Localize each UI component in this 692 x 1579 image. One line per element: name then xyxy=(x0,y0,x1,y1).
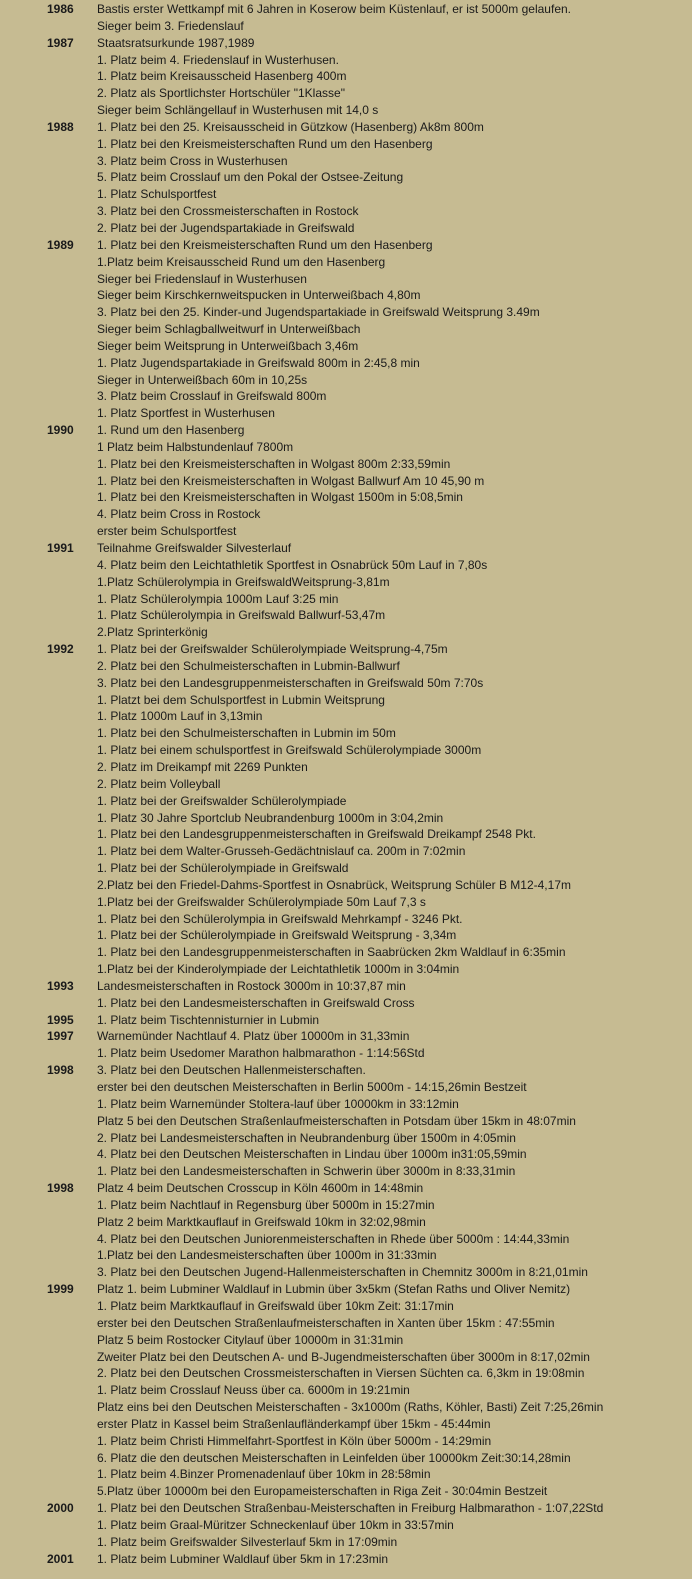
result-row xyxy=(0,1534,692,1551)
result-row xyxy=(0,254,692,271)
result-year xyxy=(0,607,97,624)
result-text: Warnemünder Nachtlauf 4. Platz über 10000m in 31,33min xyxy=(97,1029,410,1044)
result-row xyxy=(0,372,692,389)
result-row xyxy=(0,1113,692,1130)
result-text: 1. Platz Sportfest in Wusterhusen xyxy=(97,406,275,421)
result-year xyxy=(0,1079,97,1096)
result-text: 1. Platz beim Tischtennisturnier in Lubmin xyxy=(97,1012,320,1027)
result-row xyxy=(0,1163,692,1180)
result-text: 1.Platz bei der Kinderolympiade der Leichtathletik 1000m in 3:04min xyxy=(97,962,460,977)
result-year: 1998 xyxy=(47,1181,74,1196)
result-row xyxy=(0,1365,692,1382)
result-text: 1. Platz bei den 25. Kreisausscheid in Gützkow (Hasenberg) Ak8m 800m xyxy=(97,119,484,134)
result-row xyxy=(0,1,692,18)
result-text: 1. Platz Schülerolympia 1000m Lauf 3:25 min xyxy=(97,591,339,606)
result-row xyxy=(0,540,692,557)
result-text: 3. Platz bei den Crossmeisterschaften in Rostock xyxy=(97,204,359,219)
result-row xyxy=(0,995,692,1012)
result-text: 2.Platz bei den Friedel-Dahms-Sportfest in Osnabrück, Weitsprung Schüler B M12-4,17m xyxy=(97,877,571,892)
result-row xyxy=(0,287,692,304)
result-year xyxy=(0,287,97,304)
result-text: Teilnahme Greifswalder Silvesterlauf xyxy=(97,541,292,555)
result-row xyxy=(0,607,692,624)
result-row xyxy=(0,1382,692,1399)
result-text: 1. Platz bei den Deutschen Straßenbau-Meisterschaften in Freiburg Halbmarathon - 1:07,22Std xyxy=(97,1501,604,1516)
result-text: 4. Platz bei den Deutschen Meisterschaften in Lindau über 1000m in31:05,59min xyxy=(97,1147,527,1162)
result-year xyxy=(0,85,97,102)
result-year xyxy=(0,843,97,860)
result-row xyxy=(0,894,692,911)
result-row xyxy=(0,1332,692,1349)
result-year xyxy=(0,574,97,591)
result-row xyxy=(0,658,692,675)
result-year xyxy=(0,52,97,69)
result-text: 1. Platz Jugendspartakiade in Greifswald 800m in 2:45,8 min xyxy=(97,355,420,370)
result-year xyxy=(0,1146,97,1163)
result-year xyxy=(0,523,97,540)
result-row xyxy=(0,388,692,405)
result-text: 1. Rund um den Hasenberg xyxy=(97,423,245,438)
result-row xyxy=(0,186,692,203)
result-row xyxy=(0,506,692,523)
result-row xyxy=(0,439,692,456)
result-text: Platz 5 beim Rostocker Citylauf über 10000m in 31:31min xyxy=(97,1332,404,1347)
result-year xyxy=(0,1298,97,1315)
result-text: 1. Platz beim Graal-Müritzer Schneckenlauf über 10km in 33:57min xyxy=(97,1517,454,1532)
result-text: 1. Platz beim Usedomer Marathon halbmarathon - 1:14:56Std xyxy=(97,1046,425,1061)
result-text: Sieger beim Schlagballweitwurf in Unterweißbach xyxy=(97,322,361,337)
result-year xyxy=(0,1399,97,1416)
result-row xyxy=(0,1197,692,1214)
result-text: 1. Platz bei den Kreismeisterschaften Rund um den Hasenberg xyxy=(97,136,433,151)
result-row xyxy=(0,961,692,978)
result-year xyxy=(0,742,97,759)
result-year xyxy=(0,995,97,1012)
result-text: 1. Platz beim Lubminer Waldlauf über 5km in 17:23min xyxy=(97,1551,389,1566)
result-year xyxy=(0,254,97,271)
result-text: 1. Platz 30 Jahre Sportclub Neubrandenburg 1000m in 3:04,2min xyxy=(97,810,444,825)
result-year xyxy=(0,186,97,203)
result-text: 2. Platz bei der Jugendspartakiade in Greifswald xyxy=(97,220,355,235)
result-row xyxy=(0,624,692,641)
result-row xyxy=(0,119,692,136)
result-text: 1. Platz beim 4.Binzer Promenadenlauf über 10km in 28:58min xyxy=(97,1467,431,1482)
result-text: 3. Platz bei den Deutschen Jugend-Hallenmeisterschaften in Chemnitz 3000m in 8:21,01min xyxy=(97,1265,588,1280)
result-year xyxy=(0,708,97,725)
result-text: Sieger in Unterweißbach 60m in 10,25s xyxy=(97,372,308,387)
result-year xyxy=(0,136,97,153)
result-text: 3. Platz bei den 25. Kinder-und Jugendspartakiade in Greifswald Weitsprung 3.49m xyxy=(97,305,540,320)
result-row xyxy=(0,591,692,608)
result-text: Platz eins bei den Deutschen Meisterschaften - 3x1000m (Raths, Köhler, Basti) Zeit 7:25,26min xyxy=(97,1400,604,1415)
result-text: erster bei den Deutschen Straßenlaufmeisterschaften in Xanten über 15km : 47:55min xyxy=(97,1315,555,1330)
result-row xyxy=(0,355,692,372)
result-row xyxy=(0,35,692,52)
result-text: 1. Platz beim Crosslauf Neuss über ca. 6000m in 19:21min xyxy=(97,1383,410,1398)
result-text: 2. Platz bei den Schulmeisterschaften in Lubmin-Ballwurf xyxy=(97,658,400,673)
result-row xyxy=(0,1214,692,1231)
result-year xyxy=(0,388,97,405)
result-row xyxy=(0,422,692,439)
result-row xyxy=(0,1517,692,1534)
result-text: 2. Platz beim Volleyball xyxy=(97,776,221,791)
result-text: Staatsratsurkunde 1987,1989 xyxy=(97,35,255,50)
result-text: 1. Platz bei einem schulsportfest in Greifswald Schülerolympiade 3000m xyxy=(97,743,482,758)
result-year xyxy=(0,405,97,422)
result-text: 1. Platz bei den Kreismeisterschaften in Wolgast 800m 2:33,59min xyxy=(97,456,451,471)
result-row xyxy=(0,136,692,153)
result-row xyxy=(0,978,692,995)
result-row xyxy=(0,237,692,254)
result-row xyxy=(0,456,692,473)
result-text: 1. Platz beim Greifswalder Silvesterlauf 5km in 17:09min xyxy=(97,1534,398,1549)
result-text: 1. Platz bei den Landesmeisterschaften in Schwerin über 3000m in 8:33,31min xyxy=(97,1164,516,1179)
result-row xyxy=(0,220,692,237)
result-year xyxy=(0,1045,97,1062)
result-year xyxy=(0,793,97,810)
result-text: Landesmeisterschaften in Rostock 3000m in 10:37,87 min xyxy=(97,978,406,993)
result-year xyxy=(0,961,97,978)
result-year xyxy=(0,355,97,372)
result-year xyxy=(0,692,97,709)
result-text: 1. Platz bei der Greifswalder Schülerolympiade xyxy=(97,793,347,808)
result-text: Platz 5 bei den Deutschen Straßenlaufmeisterschaften in Potsdam über 15km in 48:07min xyxy=(97,1113,576,1128)
result-row xyxy=(0,153,692,170)
result-row xyxy=(0,304,692,321)
result-text: erster Platz in Kassel beim Straßenlaufländerkampf über 15km - 45:44min xyxy=(97,1416,491,1431)
result-text: 4. Platz beim Cross in Rostock xyxy=(97,507,261,522)
result-text: 1. Platz bei den Kreismeisterschaften in Wolgast 1500m in 5:08,5min xyxy=(97,490,463,505)
result-year xyxy=(0,1264,97,1281)
result-year xyxy=(0,877,97,894)
result-row xyxy=(0,843,692,860)
result-year: 1998 xyxy=(47,1063,74,1078)
result-year xyxy=(0,725,97,742)
result-year xyxy=(0,372,97,389)
result-row xyxy=(0,1079,692,1096)
result-row xyxy=(0,692,692,709)
result-row xyxy=(0,338,692,355)
result-row xyxy=(0,271,692,288)
result-row xyxy=(0,489,692,506)
result-year xyxy=(0,557,97,574)
result-text: 2. Platz als Sportlichster Hortschüler "1Klasse" xyxy=(97,86,345,101)
result-row xyxy=(0,675,692,692)
result-text: 4. Platz beim den Leichtathletik Sportfest in Osnabrück 50m Lauf in 7,80s xyxy=(97,557,488,572)
result-year xyxy=(0,102,97,119)
result-year xyxy=(0,153,97,170)
result-row xyxy=(0,1450,692,1467)
result-row xyxy=(0,405,692,422)
result-row xyxy=(0,725,692,742)
result-row xyxy=(0,641,692,658)
result-row xyxy=(0,1551,692,1568)
result-year xyxy=(0,1466,97,1483)
result-row xyxy=(0,810,692,827)
result-year xyxy=(0,1130,97,1147)
result-year xyxy=(0,1332,97,1349)
result-text: 1. Platzt bei dem Schulsportfest in Lubmin Weitsprung xyxy=(97,692,385,707)
result-row xyxy=(0,52,692,69)
result-row xyxy=(0,1483,692,1500)
result-text: Sieger bei Friedenslauf in Wusterhusen xyxy=(97,271,307,286)
result-year xyxy=(0,1365,97,1382)
result-row xyxy=(0,877,692,894)
result-row xyxy=(0,1349,692,1366)
result-row xyxy=(0,1416,692,1433)
result-text: erster beim Schulsportfest xyxy=(97,524,237,539)
result-row xyxy=(0,473,692,490)
result-year: 1989 xyxy=(47,237,74,252)
result-row xyxy=(0,523,692,540)
result-text: 1 Platz beim Halbstundenlauf 7800m xyxy=(97,439,294,454)
result-year xyxy=(0,1315,97,1332)
result-text: Platz 1. beim Lubminer Waldlauf in Lubmin über 3x5km (Stefan Raths und Oliver Nemitz) xyxy=(97,1282,571,1297)
result-year xyxy=(0,68,97,85)
result-year xyxy=(0,18,97,35)
result-row xyxy=(0,944,692,961)
result-text: 1.Platz beim Kreisausscheid Rund um den Hasenberg xyxy=(97,254,386,269)
result-text: erster bei den deutschen Meisterschaften in Berlin 5000m - 14:15,26min Bestzeit xyxy=(97,1080,527,1094)
result-row xyxy=(0,1028,692,1045)
result-row xyxy=(0,557,692,574)
result-year: 1991 xyxy=(47,541,74,555)
result-year xyxy=(0,338,97,355)
result-year xyxy=(0,658,97,675)
result-row xyxy=(0,1130,692,1147)
result-year xyxy=(0,826,97,843)
result-year xyxy=(0,1214,97,1231)
result-year xyxy=(0,1231,97,1248)
result-text: 6. Platz die den deutschen Meisterschaften in Leinfelden über 10000km Zeit:30:14,28min xyxy=(97,1450,571,1465)
result-year xyxy=(0,624,97,641)
result-text: 1.Platz bei den Landesmeisterschaften über 1000m in 31:33min xyxy=(97,1248,437,1263)
result-text: Zweiter Platz bei den Deutschen A- und B-Jugendmeisterschaften über 3000m in 8:17,02min xyxy=(97,1349,590,1364)
result-row xyxy=(0,1045,692,1062)
result-text: 1. Platz bei dem Walter-Grusseh-Gedächtnislauf ca. 200m in 7:02min xyxy=(97,844,466,859)
result-text: 1. Platz bei den Kreismeisterschaften Rund um den Hasenberg xyxy=(97,237,433,252)
result-text: 3. Platz bei den Deutschen Hallenmeisterschaften. xyxy=(97,1063,366,1078)
result-row xyxy=(0,1281,692,1298)
result-text: 5. Platz beim Crosslauf um den Pokal der Ostsee-Zeitung xyxy=(97,170,404,185)
result-text: 1. Platz bei den Landesmeisterschaften in Greifswald Cross xyxy=(97,995,415,1010)
result-year xyxy=(0,860,97,877)
result-text: 2. Platz bei den Deutschen Crossmeisterschaften in Viersen Süchten ca. 6,3km in 19:08min xyxy=(97,1366,585,1381)
result-text: 1. Platz beim Kreisausscheid Hasenberg 400m xyxy=(97,69,347,84)
result-year xyxy=(0,1113,97,1130)
result-text: 1.Platz Schülerolympia in GreifswaldWeitsprung-3,81m xyxy=(97,574,390,589)
result-text: 3. Platz beim Crosslauf in Greifswald 800m xyxy=(97,389,327,404)
result-row xyxy=(0,1264,692,1281)
result-row xyxy=(0,169,692,186)
result-year xyxy=(0,1483,97,1500)
result-year xyxy=(0,1163,97,1180)
result-row xyxy=(0,860,692,877)
result-row xyxy=(0,826,692,843)
result-text: 1. Platz bei den Schülerolympia in Greifswald Mehrkampf - 3246 Pkt. xyxy=(97,911,463,926)
result-year xyxy=(0,911,97,928)
result-text: Platz 4 beim Deutschen Crosscup in Köln 4600m in 14:48min xyxy=(97,1181,424,1196)
result-year: 1988 xyxy=(47,119,74,134)
result-row xyxy=(0,759,692,776)
result-row xyxy=(0,1180,692,1197)
result-text: Sieger beim 3. Friedenslauf xyxy=(97,18,244,33)
result-year xyxy=(0,506,97,523)
result-year: 1986 xyxy=(47,2,74,16)
result-year xyxy=(0,1450,97,1467)
result-year xyxy=(0,675,97,692)
result-text: 1. Platz bei den Landesgruppenmeisterschaften in Greifswald Dreikampf 2548 Pkt. xyxy=(97,827,536,842)
result-year xyxy=(0,439,97,456)
result-year xyxy=(0,220,97,237)
result-row xyxy=(0,1012,692,1029)
result-year: 2000 xyxy=(47,1501,74,1516)
result-row xyxy=(0,1315,692,1332)
result-text: Platz 2 beim Marktkauflauf in Greifswald 10km in 32:02,98min xyxy=(97,1214,426,1229)
result-year xyxy=(0,1247,97,1264)
result-row xyxy=(0,1146,692,1163)
result-row xyxy=(0,68,692,85)
result-row xyxy=(0,927,692,944)
result-text: 2. Platz im Dreikampf mit 2269 Punkten xyxy=(97,759,308,774)
result-row xyxy=(0,1500,692,1517)
result-year: 1999 xyxy=(47,1282,74,1297)
result-year: 1987 xyxy=(47,35,74,50)
result-year xyxy=(0,169,97,186)
result-text: 1. Platz 1000m Lauf in 3,13min xyxy=(97,709,263,724)
result-year xyxy=(0,489,97,506)
result-year xyxy=(0,1416,97,1433)
result-row xyxy=(0,1433,692,1450)
result-year xyxy=(0,1382,97,1399)
result-text: 2.Platz Sprinterkönig xyxy=(97,625,208,640)
result-text: 1. Platz bei den Landesgruppenmeisterschaften in Saabrücken 2km Waldlauf in 6:35min xyxy=(97,945,566,960)
result-row xyxy=(0,1247,692,1264)
result-row xyxy=(0,1096,692,1113)
result-row xyxy=(0,18,692,35)
result-year xyxy=(0,894,97,911)
result-row xyxy=(0,85,692,102)
result-text: 4. Platz bei den Deutschen Juniorenmeisterschaften in Rhede über 5000m : 14:44,33min xyxy=(97,1231,570,1246)
result-text: 1. Platz bei der Schülerolympiade in Greifswald xyxy=(97,861,349,876)
result-text: Sieger beim Schlängellauf in Wusterhusen mit 14,0 s xyxy=(97,103,379,118)
result-text: 1. Platz beim Nachtlauf in Regensburg über 5000m in 15:27min xyxy=(97,1197,435,1212)
result-year xyxy=(0,1534,97,1551)
result-text: 1.Platz bei der Greifswalder Schülerolympiade 50m Lauf 7,3 s xyxy=(97,894,426,909)
result-year xyxy=(0,1349,97,1366)
result-row xyxy=(0,1231,692,1248)
result-year: 1997 xyxy=(47,1029,74,1044)
result-year xyxy=(0,321,97,338)
result-row xyxy=(0,1466,692,1483)
result-text: Sieger beim Weitsprung in Unterweißbach 3,46m xyxy=(97,338,359,353)
result-text: 1. Platz beim Marktkauflauf in Greifswald über 10km Zeit: 31:17min xyxy=(97,1298,454,1313)
result-text: 1. Platz bei der Greifswalder Schülerolympiade Weitsprung-4,75m xyxy=(97,642,448,657)
result-row xyxy=(0,102,692,119)
result-year: 1993 xyxy=(47,978,74,993)
result-year xyxy=(0,1197,97,1214)
result-text: 2. Platz bei Landesmeisterschaften in Neubrandenburg über 1500m in 4:05min xyxy=(97,1130,516,1145)
result-row xyxy=(0,203,692,220)
result-row xyxy=(0,742,692,759)
result-row xyxy=(0,574,692,591)
result-text: 5.Platz über 10000m bei den Europameisterschaften in Riga Zeit - 30:04min Bestzeit xyxy=(97,1484,548,1499)
result-year xyxy=(0,271,97,288)
result-year xyxy=(0,944,97,961)
result-row xyxy=(0,321,692,338)
result-text: 1. Platz beim Warnemünder Stoltera-lauf über 10000km in 33:12min xyxy=(97,1096,459,1111)
result-row xyxy=(0,911,692,928)
result-text: 1. Platz bei der Schülerolympiade in Greifswald Weitsprung - 3,34m xyxy=(97,928,457,943)
result-year xyxy=(0,591,97,608)
result-year xyxy=(0,203,97,220)
result-text: 1. Platz beim Christi Himmelfahrt-Sportfest in Köln über 5000m - 14:29min xyxy=(97,1433,492,1448)
result-row xyxy=(0,708,692,725)
result-year xyxy=(0,1096,97,1113)
result-year xyxy=(0,776,97,793)
result-year xyxy=(0,456,97,473)
result-text: Bastis erster Wettkampf mit 6 Jahren in Koserow beim Küstenlauf, er ist 5000m gelaufen. xyxy=(97,2,571,16)
result-year: 1990 xyxy=(47,423,74,438)
result-text: 3. Platz beim Cross in Wusterhusen xyxy=(97,153,288,168)
result-text: 1. Platz Schulsportfest xyxy=(97,187,217,202)
result-row xyxy=(0,1399,692,1416)
result-year xyxy=(0,759,97,776)
result-text: Sieger beim Kirschkernweitspucken in Unterweißbach 4,80m xyxy=(97,288,421,303)
result-row xyxy=(0,1062,692,1079)
result-year xyxy=(0,810,97,827)
result-row xyxy=(0,793,692,810)
result-row xyxy=(0,776,692,793)
result-year xyxy=(0,927,97,944)
result-year xyxy=(0,1433,97,1450)
result-text: 1. Platz bei den Kreismeisterschaften in Wolgast Ballwurf Am 10 45,90 m xyxy=(97,473,485,488)
result-year xyxy=(0,473,97,490)
result-year: 2001 xyxy=(47,1551,74,1566)
result-year: 1992 xyxy=(47,642,74,657)
result-year: 1995 xyxy=(47,1012,74,1027)
result-text: 1. Platz beim 4. Friedenslauf in Wusterhusen. xyxy=(97,52,339,67)
result-text: 3. Platz bei den Landesgruppenmeisterschaften in Greifswald 50m 7:70s xyxy=(97,675,484,690)
result-text: 1. Platz bei den Schulmeisterschaften in Lubmin im 50m xyxy=(97,726,396,741)
result-text: 1. Platz Schülerolympia in Greifswald Ballwurf-53,47m xyxy=(97,608,386,623)
result-row xyxy=(0,1298,692,1315)
result-year xyxy=(0,304,97,321)
result-year xyxy=(0,1517,97,1534)
